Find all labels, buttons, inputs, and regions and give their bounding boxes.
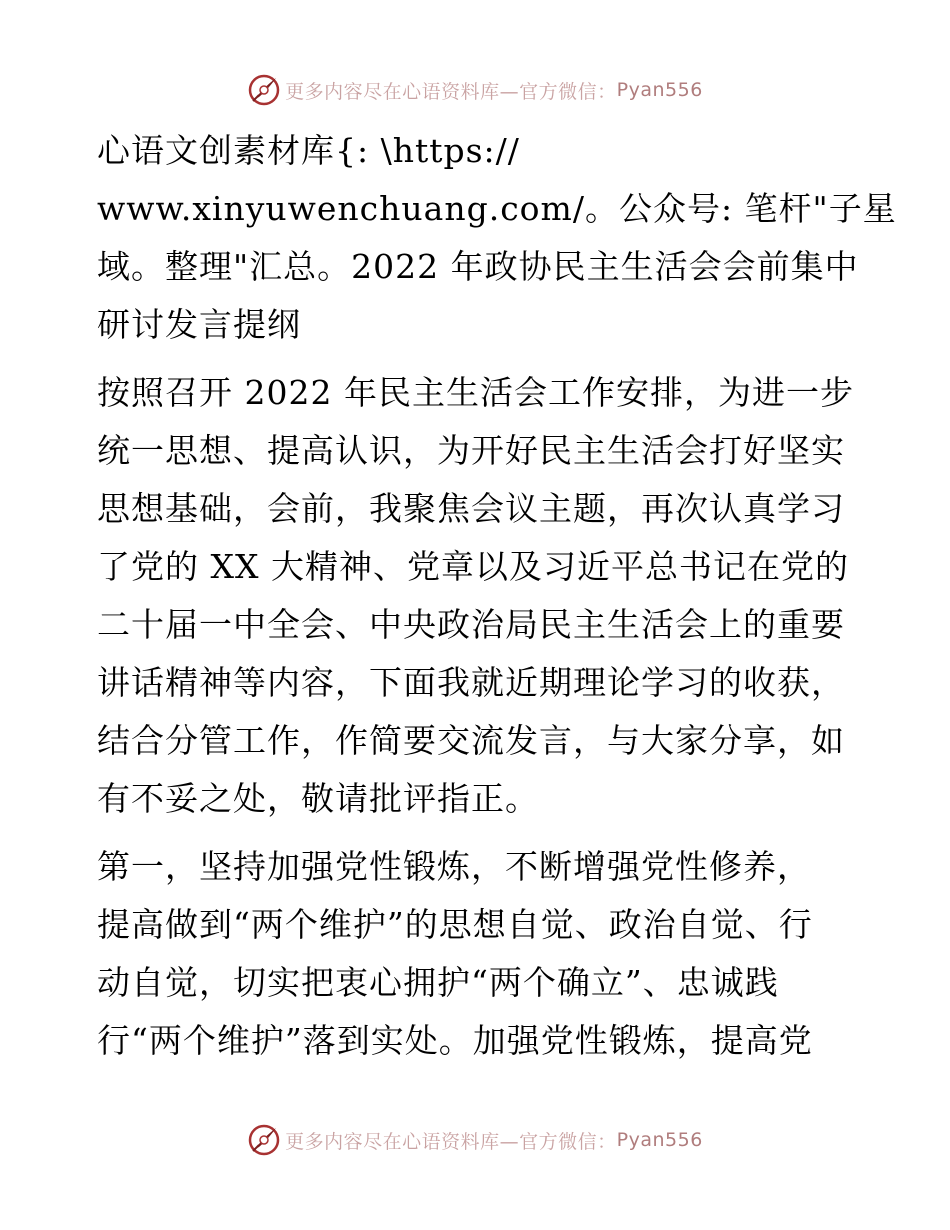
text-line: 二十届一中全会、中央政治局民主生活会上的重要 (97, 605, 845, 644)
document-body (97, 122, 897, 1070)
text-line: 提高做到“两个维护”的思想自觉、政治自觉、行 (97, 905, 813, 944)
text-line: 研讨发言提纲 (97, 305, 301, 344)
text-line: 结合分管工作，作简要交流发言，与大家分享，如 (97, 721, 845, 760)
feather-pen-logo-icon (247, 1123, 281, 1157)
feather-pen-logo-icon (247, 73, 281, 107)
wechat-id: Pyan556 (616, 79, 703, 101)
text-line: 按照召开 2022 年民主生活会工作安排，为进一步 (97, 373, 854, 412)
text-line: 第一，坚持加强党性锻炼，不断增强党性修养， (97, 847, 811, 886)
paragraph-1 (97, 122, 897, 354)
text-line: www.xinyuwenchuang.com/。公众号: 笔杆"子星 (97, 189, 897, 228)
text-line: 行“两个维护”落到实处。加强党性锻炼，提高党 (97, 1021, 813, 1060)
header-banner (0, 70, 950, 110)
text-line: 域。整理"汇总。2022 年政协民主生活会会前集中 (97, 247, 859, 286)
banner-text: 更多内容尽在心语资料库—官方微信： (285, 1130, 617, 1153)
text-line: 有不妥之处，敬请批评指正。 (97, 779, 539, 818)
paragraph-3 (97, 838, 849, 1070)
footer-banner (0, 1120, 950, 1160)
paragraph-2 (97, 364, 854, 828)
text-line: 心语文创素材库{: \https:// (97, 131, 520, 170)
text-line: 了党的 XX 大精神、党章以及习近平总书记在党的 (97, 547, 849, 586)
text-line: 动自觉，切实把衷心拥护“两个确立”、忠诚践 (97, 963, 779, 1002)
wechat-id: Pyan556 (616, 1129, 703, 1151)
text-line: 讲话精神等内容，下面我就近期理论学习的收获， (97, 663, 845, 702)
text-line: 思想基础，会前，我聚焦会议主题，再次认真学习 (97, 489, 845, 528)
banner-text: 更多内容尽在心语资料库—官方微信： (285, 80, 617, 103)
text-line: 统一思想、提高认识，为开好民主生活会打好坚实 (97, 431, 845, 470)
